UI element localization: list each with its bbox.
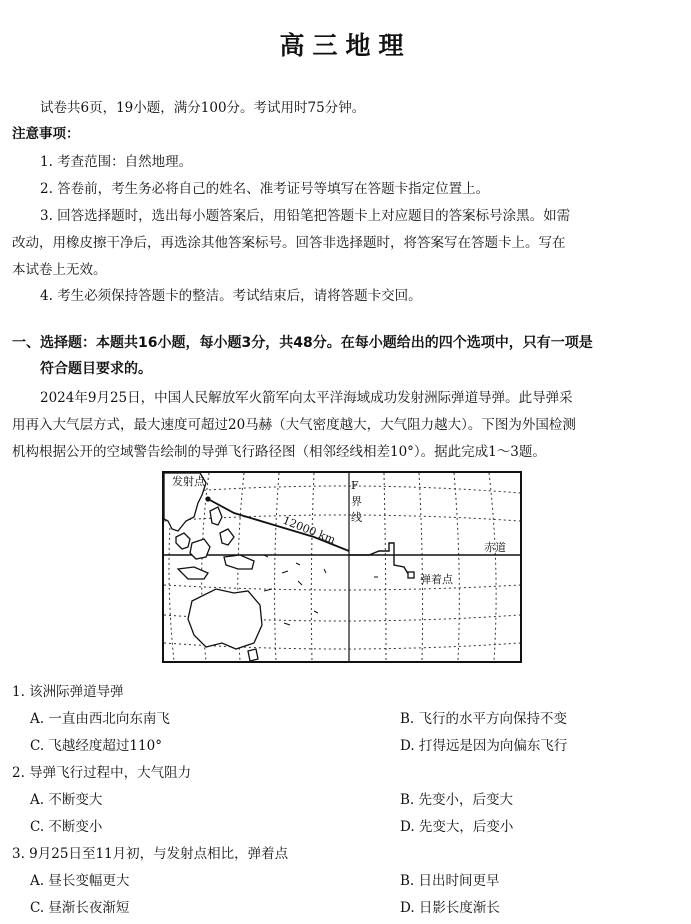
question-1-stem: 1. 该洲际弹道导弹 [12,684,124,700]
question-1-option-c: C. 飞越经度超过110° [30,738,162,754]
passage-line-3: 机构根据公开的空域警告绘制的导弹飞行路径图（相邻经线相差10°）。据此完成1～3题。 [12,444,546,460]
warning-zone-outline [349,543,410,577]
question-2-option-a: A. 不断变大 [30,792,103,808]
question-2-option-b: B. 先变小，后变大 [400,792,514,808]
landmass-australia [188,589,262,661]
question-3-option-d: D. 日影长度渐长 [400,900,500,916]
section-heading-line-1: 一、选择题：本题共16小题，每小题3分，共48分。在每小题给出的四个选项中，只有一项是 [12,335,593,351]
notice-heading: 注意事项： [12,126,80,142]
missile-path-map [162,471,522,663]
question-1-option-b: B. 飞行的水平方向保持不变 [400,711,568,727]
passage-line-1: 2024年9月25日，中国人民解放军火箭军向太平洋海域成功发射洲际弹道导弹。此导弹采 [40,390,573,406]
question-3-option-a: A. 昼长变幅更大 [30,873,130,889]
date-line-label-1: F [351,479,359,492]
question-2-option-d: D. 先变大，后变小 [400,819,514,835]
question-2-stem: 2. 导弹飞行过程中，大气阻力 [12,765,192,781]
notice-item-3-line-2: 改动，用橡皮擦干净后，再选涂其他答案标号。回答非选择题时，将答案写在答题卡上。写在 [12,235,566,251]
date-line-label-2: 界 [351,495,362,508]
distance-label: 12000 km [280,513,338,547]
question-1-option-a: A. 一直由西北向东南飞 [30,711,170,727]
equator-label: 赤道 [484,541,506,554]
question-3-option-c: C. 昼渐长夜渐短 [30,900,130,916]
launch-point-marker [205,496,210,501]
question-1-option-d: D. 打得远是因为向偏东飞行 [400,738,568,754]
notice-item-3-line-3: 本试卷上无效。 [12,262,107,278]
notice-item-4: 4. 考生必须保持答题卡的整洁。考试结束后，请将答题卡交回。 [40,288,422,304]
question-2-option-c: C. 不断变小 [30,819,103,835]
notice-item-2: 2. 答卷前，考生务必将自己的姓名、准考证号等填写在答题卡指定位置上。 [40,181,490,197]
notice-item-1: 1. 考查范围：自然地理。 [40,154,193,170]
map-canvas [164,473,520,661]
question-3-stem: 3. 9月25日至11月初，与发射点相比，弹着点 [12,846,289,862]
notice-item-3-line-1: 3. 回答选择题时，选出每小题答案后，用铅笔把答题卡上对应题目的答案标号涂黑。如需 [40,208,571,224]
landmass-asia [164,473,254,579]
impact-point-marker [408,572,414,578]
launch-point-label: 发射点 [172,475,205,488]
question-3-option-b: B. 日出时间更早 [400,873,500,889]
section-heading-line-2: 符合题目要求的。 [40,361,152,377]
date-line-label-3: 线 [351,511,362,524]
page-title: 高三地理 [279,31,412,60]
exam-intro: 试卷共6页，19小题，满分100分。考试用时75分钟。 [40,100,366,116]
impact-point-label: 弹着点 [420,573,453,586]
passage-line-2: 用再入大气层方式，最大速度可超过20马赫（大气密度越大，大气阻力越大）。下图为外国检测 [12,417,576,433]
